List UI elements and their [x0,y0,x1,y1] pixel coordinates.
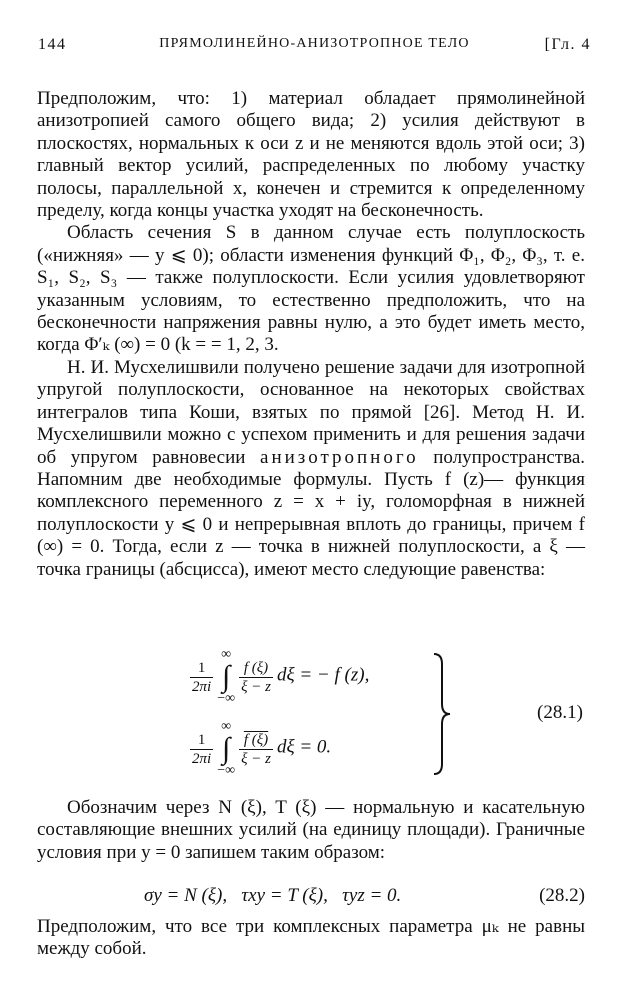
formula-28-2-text: σy = N (ξ), τxy = T (ξ), τyz = 0. [144,885,402,906]
paragraph-5: Предположим, что все три комплексных параметра μₖ не равны между собой. [37,916,585,960]
page-number: 144 [38,36,67,53]
formula-rhs: dξ = 0. [276,736,332,758]
equation-number-28-1: (28.1) [537,702,583,723]
running-title: ПРЯМОЛИНЕЙНО-АНИЗОТРОПНОЕ ТЕЛО [159,36,470,51]
formula-integrand: $\frac{f (\xi)}{\xi - z}$ [241,731,271,767]
text-body-lower [37,797,585,864]
running-header [38,36,591,58]
integral-sign: ∞ ∫ −∞ [217,647,236,706]
formula-rhs: dξ = − f (z), [276,664,370,686]
text-body [37,88,586,581]
equation-number-28-2: (28.2) [539,885,585,906]
formula-28-1-line-1 [190,648,369,706]
integral-sign: ∞ ∫ −∞ [217,719,236,778]
right-brace [432,652,452,777]
formula-integrand: $\frac{f (\xi)}{\xi - z}$ [241,659,271,695]
paragraph-3 [37,357,585,581]
paragraph-3-part-a: Н. И. Мусхелишвили получено решение задачи для изотропной упругой полуплоскости, основанное на некоторых свойствах интегралов типа Коши, взятых по прямой [26]. Метод Н. И. Мусхелишвили можно с успехом применить и для решения задачи об упругом равновесии [37,356,585,468]
formula-fraction: $\frac{1}{2\pi i}$ [192,659,212,695]
formula-28-2 [37,885,585,911]
paragraph-3-part-b: полупространства. Напомним две необходимые формулы. Пусть f (z)— функция комплексного переменного z = x + iy, голоморфная в нижней полуплоскости y ⩽ 0 и непрерывная вплоть до границы, причем f (∞) = 0. Тогда, если z — точка в нижней полуплоскости, а ξ — точка границы (абсцисса), имеют место следующие равенства: [37,446,586,580]
formula-28-1 [190,648,460,783]
paragraph-2: Область сечения S в данном случае есть полуплоскость («нижняя» — y ⩽ 0); области изменения функций Φ₁, Φ₂, Φ₃, т. е. S₁, S₂, S₃ — также полуплоскости. Если усилия удовлетворяют указанным условиям, то естественно предположить, что на бесконечности напряжения равны нулю, а это будет иметь место, когда Φ′ₖ (∞) = 0 (k = = 1, 2, 3. [37,222,585,356]
paragraph-4: Обозначим через N (ξ), T (ξ) — нормальную и касательную составляющие внешних усилий (на единицу площади). Граничные условия при y = 0 запишем таким образом: [37,797,585,863]
text-body-final [37,916,585,961]
formula-28-1-line-2 [190,720,331,778]
chapter-reference: [Гл. 4 [544,36,591,53]
brace-icon [432,652,452,777]
formula-fraction: $\frac{1}{2\pi i}$ [192,731,212,767]
paragraph-1: Предположим, что: 1) материал обладает прямолинейной анизотропией самого общего вида; 2) усилия действуют в плоскостях, нормальных к оси z и не меняются вдоль этой оси; 3) главный вектор усилий, распределенных по любому участку полосы, параллельной x, конечен и стремится к определенному пределу, когда концы участка уходят на бесконечность. [37,88,585,222]
paragraph-3-spaced-word: анизотропного [260,446,419,468]
